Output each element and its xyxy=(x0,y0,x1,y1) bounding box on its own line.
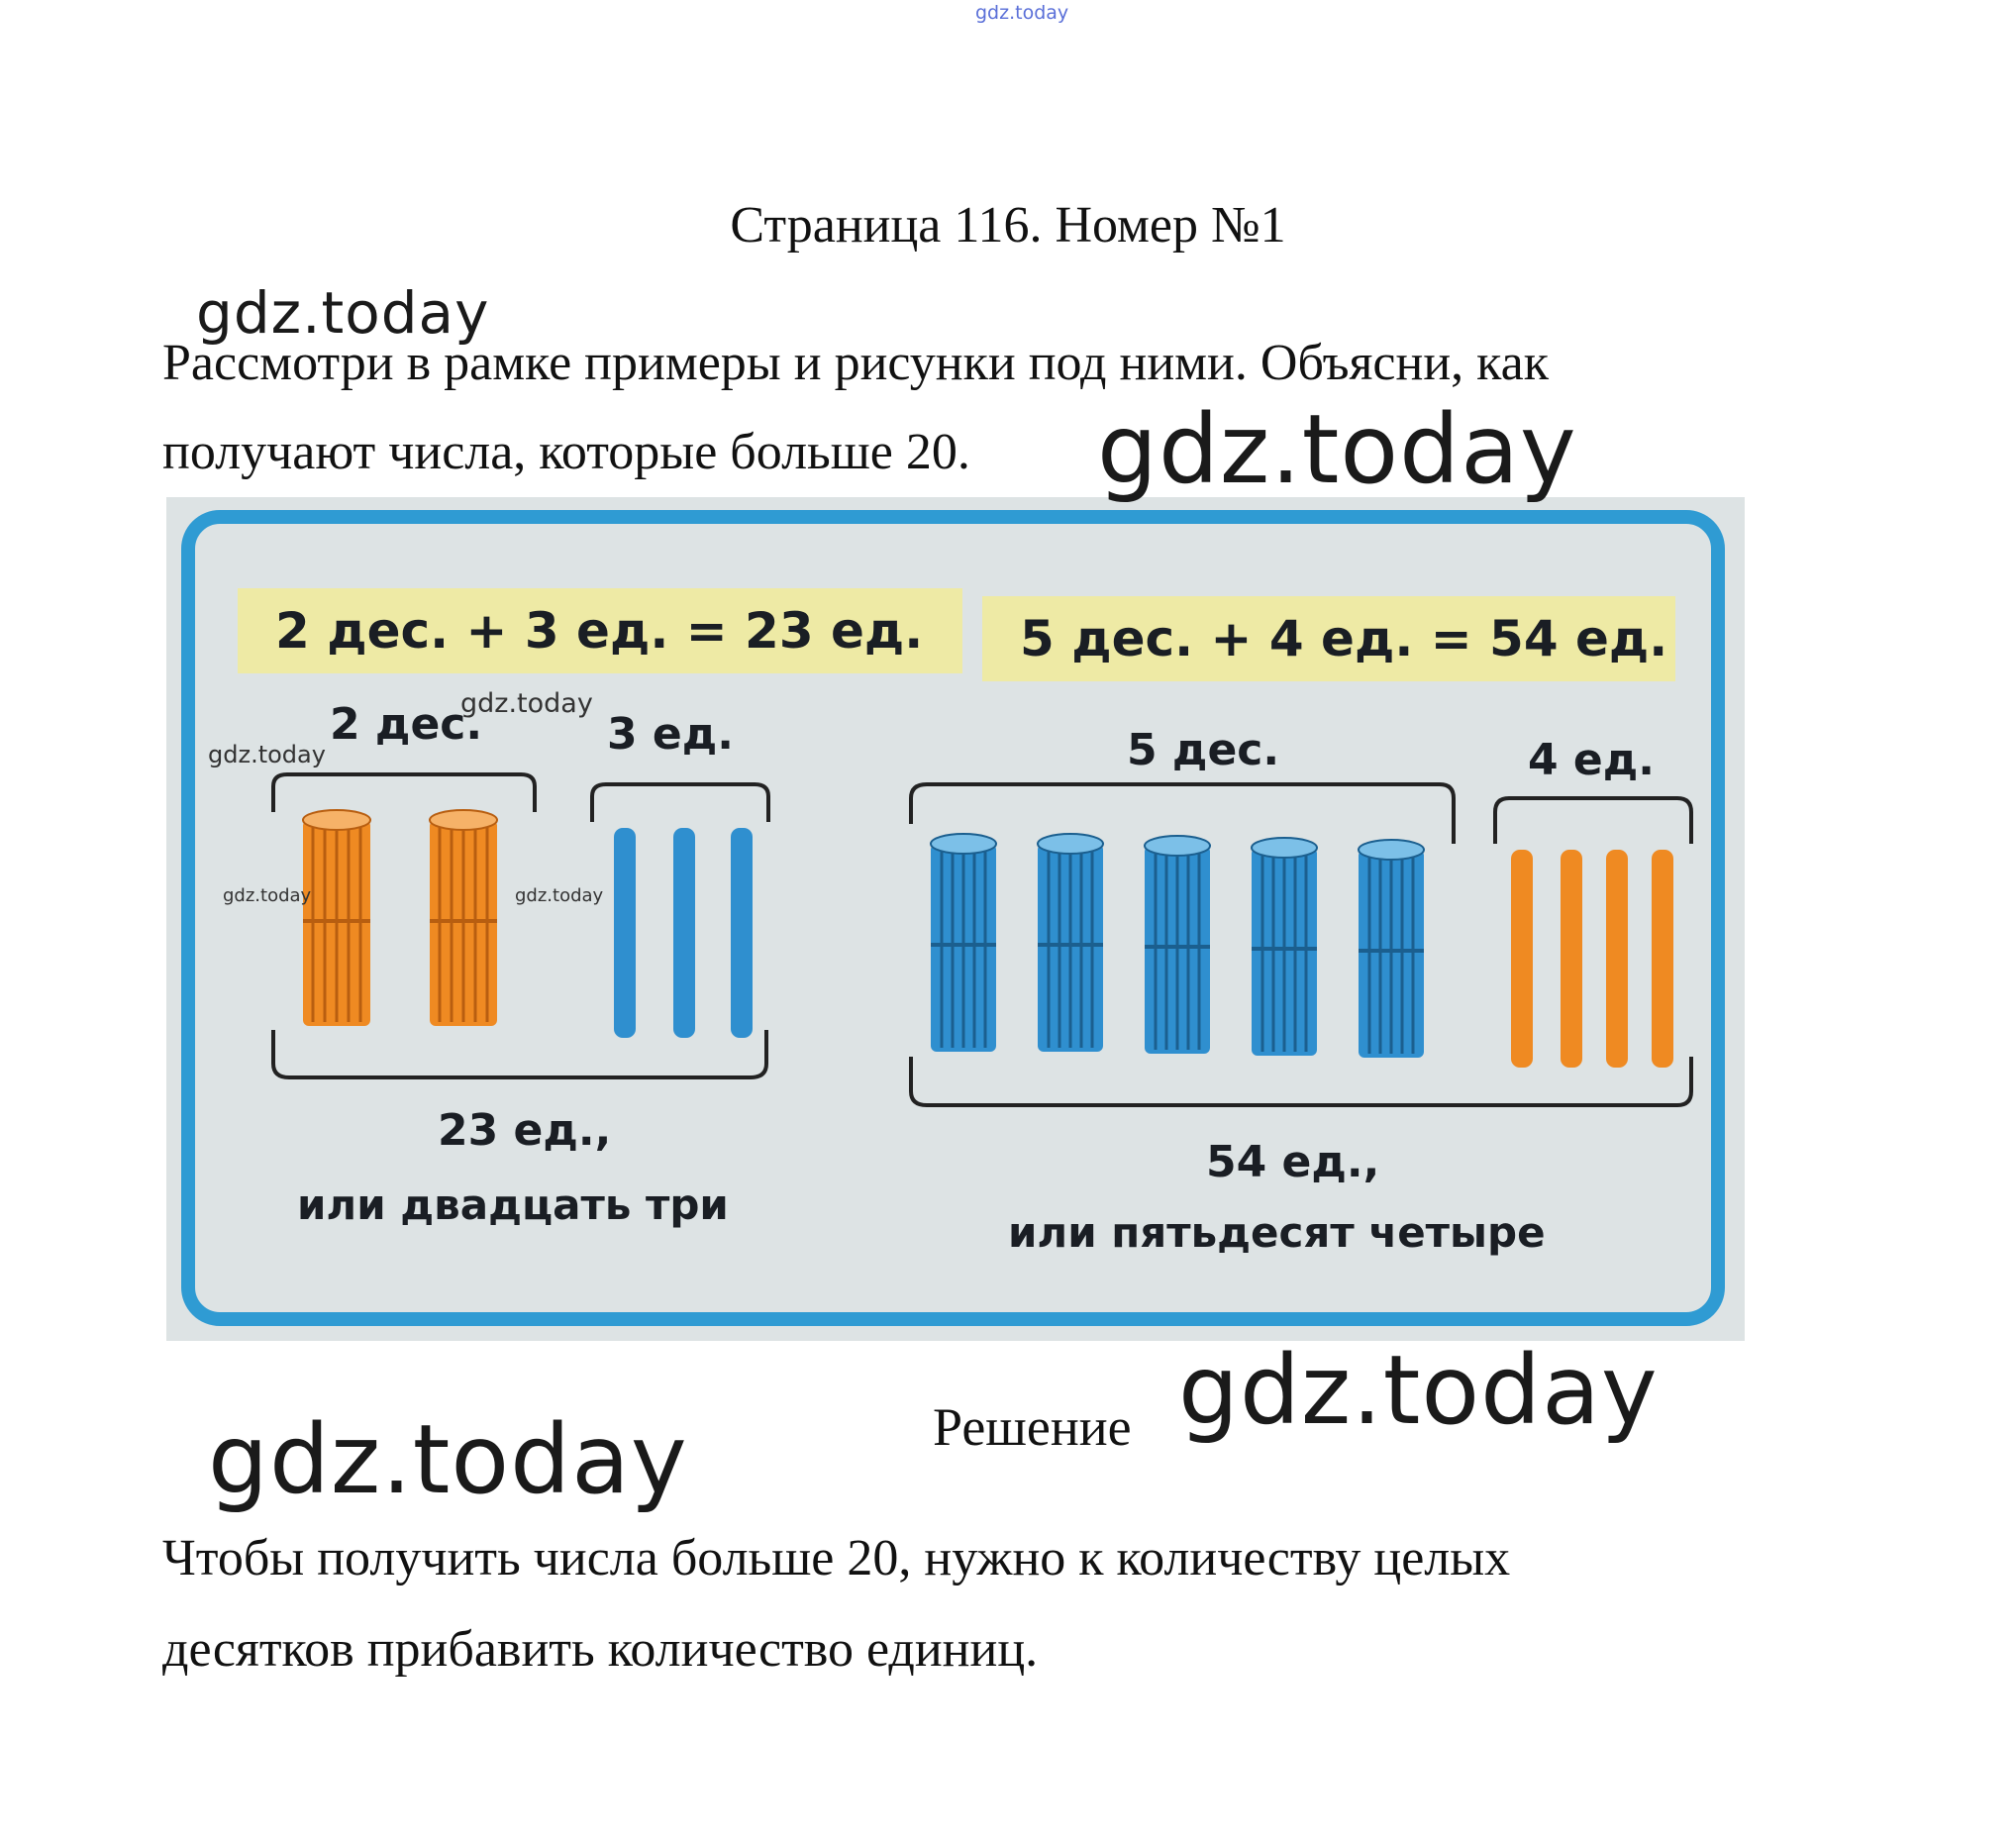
left-words: или двадцать три xyxy=(297,1180,729,1229)
watermark-small: gdz.today xyxy=(515,885,604,906)
left-tens-label: 2 дес. xyxy=(330,699,483,750)
answer-line-2: десятков прибавить количество единиц. xyxy=(162,1621,1039,1678)
orange-stick-4 xyxy=(1652,850,1673,1068)
orange-bundle-1 xyxy=(303,810,370,1026)
watermark: gdz.today xyxy=(1178,1335,1659,1446)
answer-text xyxy=(162,1513,1846,1695)
blue-stick-1 xyxy=(614,828,636,1038)
right-total: 54 ед., xyxy=(1206,1137,1380,1187)
watermark-small: gdz.today xyxy=(460,688,593,719)
blue-bundle-4 xyxy=(1252,838,1317,1056)
right-equation: 5 дес. + 4 ед. = 54 ед. xyxy=(982,596,1675,681)
watermark-small: gdz.today xyxy=(208,741,326,768)
blue-bundle-1 xyxy=(931,834,996,1052)
brace-left-units xyxy=(592,784,768,822)
orange-bundle-2 xyxy=(430,810,497,1026)
watermark: gdz.today xyxy=(196,279,490,347)
orange-stick-2 xyxy=(1561,850,1582,1068)
brace-right-units xyxy=(1495,798,1691,844)
left-units-label: 3 ед. xyxy=(607,709,735,760)
blue-stick-2 xyxy=(673,828,695,1038)
orange-stick-3 xyxy=(1606,850,1628,1068)
blue-bundle-5 xyxy=(1359,840,1424,1058)
solution-heading: Решение xyxy=(933,1397,1132,1457)
watermark-small: gdz.today xyxy=(223,885,312,906)
right-words: или пятьдесят четыре xyxy=(1008,1208,1546,1257)
orange-stick-1 xyxy=(1511,850,1533,1068)
blue-stick-3 xyxy=(731,828,753,1038)
brace-right-tens xyxy=(911,784,1454,844)
left-equation: 2 дес. + 3 ед. = 23 ед. xyxy=(238,588,962,673)
watermark: gdz.today xyxy=(1097,394,1577,505)
textbook-illustration xyxy=(166,497,1745,1341)
blue-bundle-3 xyxy=(1145,836,1210,1054)
brace-left-tens xyxy=(273,774,535,812)
task-line-1: Рассмотри в рамке примеры и рисунки под ними. Объясни, как xyxy=(162,335,1549,391)
left-total: 23 ед., xyxy=(438,1105,612,1156)
blue-bundle-2 xyxy=(1038,834,1103,1052)
answer-line-1: Чтобы получить числа больше 20, нужно к количеству целых xyxy=(162,1530,1511,1586)
task-line-2: получают числа, которые больше 20. xyxy=(162,424,970,480)
page-title: Страница 116. Номер №1 xyxy=(730,197,1286,254)
right-tens-label: 5 дес. xyxy=(1127,725,1280,775)
brace-left-total xyxy=(273,1030,766,1077)
right-units-label: 4 ед. xyxy=(1528,735,1656,785)
watermark: gdz.today xyxy=(208,1404,688,1515)
watermark-top: gdz.today xyxy=(975,2,1069,24)
